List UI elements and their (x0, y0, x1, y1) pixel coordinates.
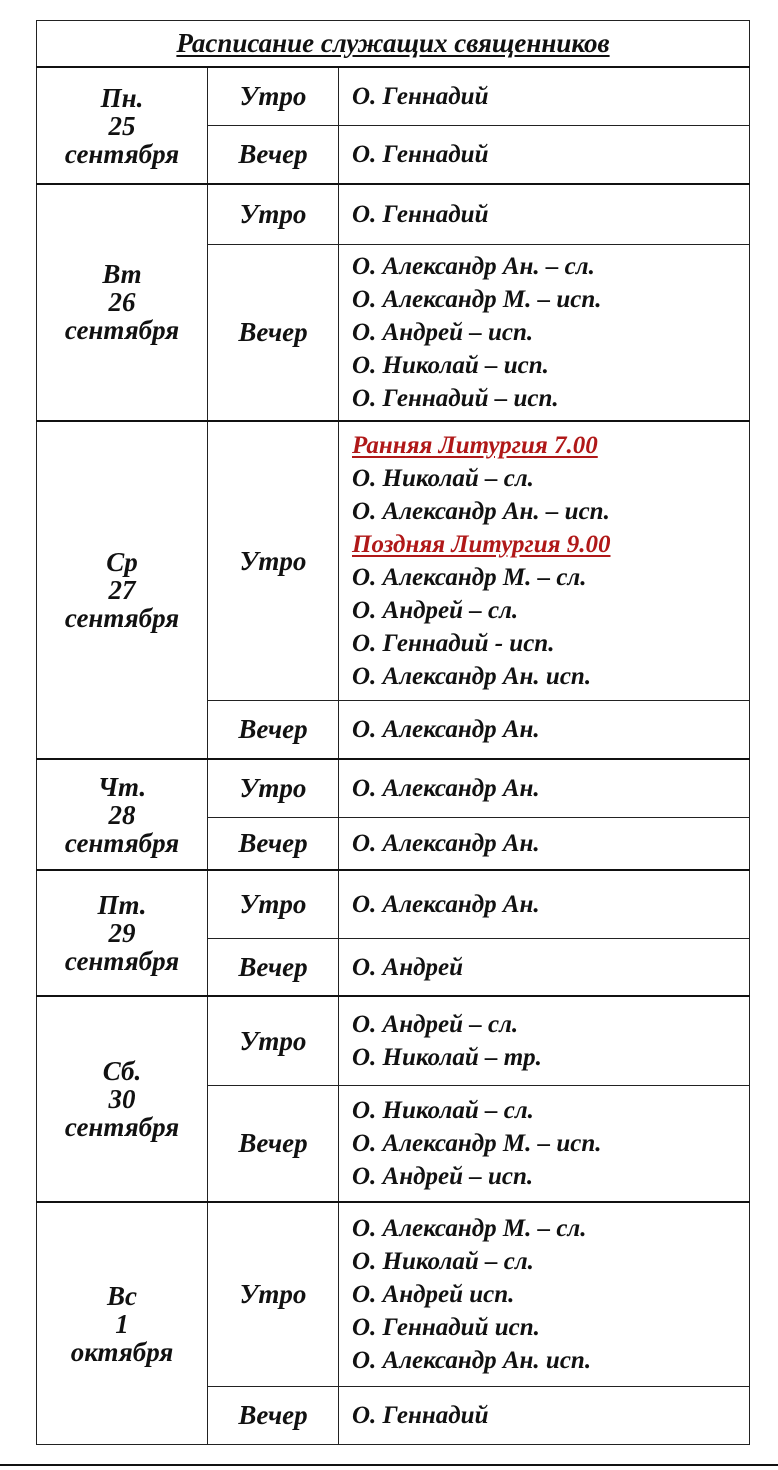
officiants-cell (339, 870, 750, 938)
officiant-line: О. Александр М. – исп. (352, 285, 602, 313)
schedule-table (36, 20, 750, 1445)
officiants-cell (339, 1386, 750, 1444)
day-weekday: Вс (107, 1280, 137, 1311)
day-weekday: Пн. (100, 82, 144, 113)
officiant-line: О. Александр Ан. исп. (352, 1346, 592, 1374)
service-part-label: Вечер (208, 126, 339, 184)
service-part-label: Вечер (208, 817, 339, 870)
title-row (37, 21, 750, 68)
officiants-cell (339, 184, 750, 244)
day-date: 28 (108, 799, 136, 830)
officiant-line: О. Николай – сл. (352, 1247, 534, 1275)
officiant-line: О. Александр Ан. – сл. (352, 252, 595, 280)
officiant-line: О. Андрей (352, 953, 464, 981)
day-date: 1 (115, 1308, 129, 1339)
service-part-label: Вечер (208, 1086, 339, 1203)
officiant-line: О. Николай – сл. (352, 1097, 534, 1125)
day-month: сентября (64, 602, 180, 633)
service-part-label: Утро (208, 759, 339, 817)
officiant-line: О. Александр Ан. (352, 715, 540, 743)
officiant-line: О. Александр Ан. исп. (352, 663, 592, 691)
officiant-line: О. Александр М. – сл. (352, 1214, 587, 1242)
liturgy-heading: Ранняя Литургия 7.00 (352, 432, 598, 460)
day-month: октября (70, 1336, 174, 1367)
service-part-label: Вечер (208, 701, 339, 759)
day-weekday: Пт. (97, 890, 147, 921)
service-row (37, 184, 750, 244)
service-row (37, 759, 750, 817)
liturgy-heading: Поздняя Литургия 9.00 (352, 531, 611, 559)
officiants-cell (339, 996, 750, 1085)
officiants-cell (339, 1202, 750, 1386)
service-part-label: Утро (208, 1202, 339, 1386)
officiant-line: О. Андрей – исп. (352, 1163, 534, 1191)
officiants-cell (339, 939, 750, 996)
officiants-cell (339, 67, 750, 125)
officiants-cell (339, 244, 750, 421)
officiant-line: О. Николай – сл. (352, 465, 534, 493)
day-cell (37, 1202, 208, 1444)
officiants-cell (339, 126, 750, 184)
officiant-line: О. Геннадий (352, 1401, 489, 1429)
service-row (37, 870, 750, 938)
officiant-line: О. Геннадий (352, 140, 489, 168)
service-part-label: Утро (208, 870, 339, 938)
service-row (37, 67, 750, 125)
day-cell (37, 759, 208, 871)
service-row (37, 421, 750, 700)
service-part-label: Утро (208, 421, 339, 700)
officiant-line: О. Геннадий (352, 83, 489, 111)
day-month: сентября (64, 138, 180, 169)
day-month: сентября (64, 315, 180, 346)
officiant-line: О. Геннадий - исп. (352, 630, 555, 658)
officiants-cell (339, 421, 750, 700)
day-month: сентября (64, 827, 180, 858)
officiant-line: О. Александр Ан. – исп. (352, 498, 610, 526)
officiant-line: О. Андрей – исп. (352, 318, 534, 346)
day-weekday: Чт. (97, 771, 147, 802)
schedule-title: Расписание служащих священников (176, 28, 610, 59)
service-part-label: Вечер (208, 244, 339, 421)
officiant-line: О. Андрей – сл. (352, 597, 519, 625)
day-weekday: Сб. (102, 1056, 142, 1087)
officiants-cell (339, 701, 750, 759)
day-cell (37, 421, 208, 759)
officiant-line: О. Андрей – сл. (352, 1011, 519, 1039)
officiant-line: О. Геннадий – исп. (352, 384, 559, 412)
schedule-body (37, 21, 750, 1445)
service-row (37, 996, 750, 1085)
day-cell (37, 67, 208, 184)
officiant-line: О. Александр М. – сл. (352, 564, 587, 592)
service-row (37, 1202, 750, 1386)
day-date: 26 (108, 287, 136, 318)
day-weekday: Вт (102, 259, 142, 290)
officiant-line: О. Николай – тр. (352, 1044, 542, 1072)
title-cell (37, 21, 750, 68)
service-part-label: Вечер (208, 939, 339, 996)
bottom-divider (0, 1464, 778, 1466)
officiant-line: О. Александр Ан. (352, 830, 540, 857)
officiants-cell (339, 817, 750, 870)
officiant-line: О. Андрей исп. (352, 1280, 515, 1308)
day-month: сентября (64, 946, 180, 977)
officiant-line: О. Николай – исп. (352, 351, 549, 379)
day-date: 27 (108, 574, 136, 605)
officiant-line: О. Александр Ан. (352, 891, 540, 919)
officiants-cell (339, 759, 750, 817)
day-date: 29 (108, 918, 136, 949)
day-cell (37, 870, 208, 996)
service-part-label: Утро (208, 996, 339, 1085)
officiant-line: О. Александр М. – исп. (352, 1130, 602, 1158)
day-date: 25 (108, 110, 136, 141)
service-part-label: Утро (208, 67, 339, 125)
officiant-line: О. Александр Ан. (352, 774, 540, 802)
day-date: 30 (108, 1084, 136, 1115)
service-part-label: Утро (208, 184, 339, 244)
day-cell (37, 996, 208, 1202)
officiant-line: О. Геннадий (352, 200, 489, 228)
officiant-line: О. Геннадий исп. (352, 1313, 540, 1341)
service-part-label: Вечер (208, 1386, 339, 1444)
day-cell (37, 184, 208, 421)
officiants-cell (339, 1086, 750, 1203)
day-weekday: Ср (106, 546, 138, 577)
day-month: сентября (64, 1112, 180, 1143)
